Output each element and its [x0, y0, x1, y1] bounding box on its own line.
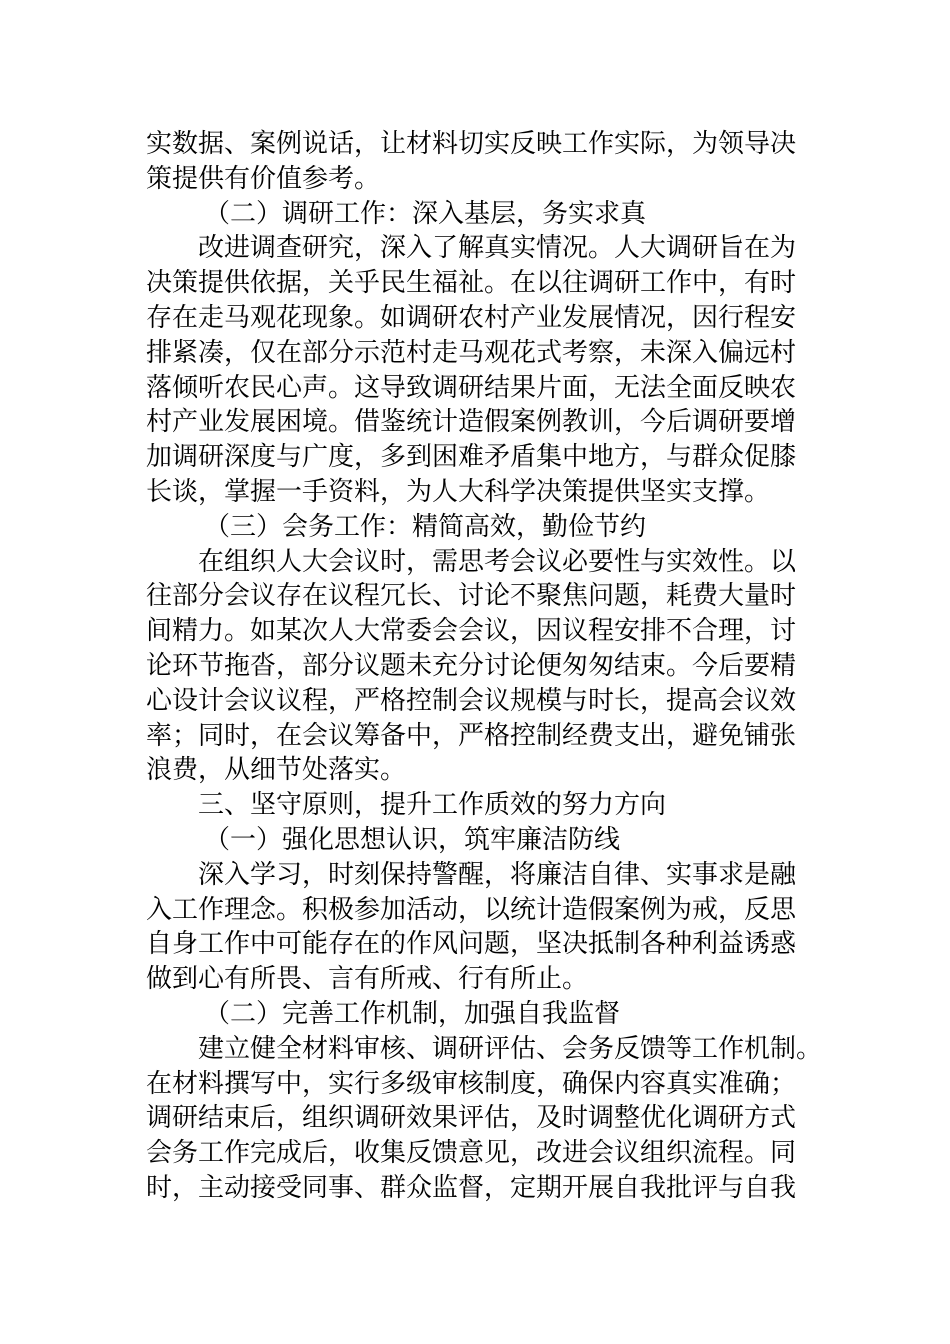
- paragraph-line: 建立健全材料审核、调研评估、会务反馈等工作机制。: [198, 1033, 823, 1064]
- section-heading-three: 三、坚守原则，提升工作质效的努力方向: [198, 790, 667, 821]
- paragraph-line: 策提供有价值参考。: [146, 163, 381, 194]
- subheading-ideological-awareness: （一）强化思想认识，筑牢廉洁防线: [204, 824, 621, 855]
- paragraph-line: 实数据、案例说话，让材料切实反映工作实际，为领导决: [146, 129, 797, 159]
- subheading-meeting-work: （三）会务工作：精简高效，勤俭节约: [204, 511, 647, 542]
- paragraph-line: 间精力。如某次人大常委会会议，因议程安排不合理，讨: [146, 616, 797, 647]
- paragraph-line: 在组织人大会议时，需思考会议必要性与实效性。以: [198, 546, 797, 577]
- paragraph-line: 心设计会议议程，严格控制会议规模与时长，提高会议效: [146, 685, 797, 716]
- paragraph-line: 入工作理念。积极参加活动，以统计造假案例为戒，反思: [146, 894, 797, 925]
- paragraph-line: 深入学习，时刻保持警醒，将廉洁自律、实事求是融: [198, 859, 797, 890]
- paragraph-line: 论环节拖沓，部分议题未充分讨论便匆匆结束。今后要精: [146, 650, 797, 681]
- body-text: [146, 127, 826, 1206]
- paragraph-line: 存在走马观花现象。如调研农村产业发展情况，因行程安: [146, 302, 797, 333]
- paragraph-line: 做到心有所畏、言有所戒、行有所止。: [146, 964, 589, 995]
- paragraph-line: 率；同时，在会议筹备中，严格控制经费支出，避免铺张: [146, 720, 797, 751]
- paragraph-line: 自身工作中可能存在的作风问题，坚决抵制各种利益诱惑: [146, 929, 797, 960]
- paragraph-line: 落倾听农民心声。这导致调研结果片面，无法全面反映农: [146, 372, 797, 403]
- paragraph-line: 加调研深度与广度，多到困难矛盾集中地方，与群众促膝: [146, 442, 797, 473]
- paragraph-line: 改进调查研究，深入了解真实情况。人大调研旨在为: [198, 233, 797, 264]
- paragraph-line: 往部分会议存在议程冗长、讨论不聚焦问题，耗费大量时: [146, 581, 797, 612]
- paragraph-line: 决策提供依据，关乎民生福祉。在以往调研工作中，有时: [146, 268, 797, 299]
- paragraph-line: 在材料撰写中，实行多级审核制度，确保内容真实准确；: [146, 1068, 797, 1099]
- paragraph-line: 长谈，掌握一手资料，为人大科学决策提供坚实支撑。: [146, 476, 771, 507]
- paragraph-line: 会务工作完成后，收集反馈意见，改进会议组织流程。同: [146, 1138, 797, 1169]
- paragraph-line: 排紧凑，仅在部分示范村走马观花式考察，未深入偏远村: [146, 337, 797, 368]
- paragraph-line: 村产业发展困境。借鉴统计造假案例教训，今后调研要增: [146, 407, 797, 438]
- paragraph-line: 时，主动接受同事、群众监督，定期开展自我批评与自我: [146, 1172, 797, 1203]
- subheading-work-mechanism: （二）完善工作机制，加强自我监督: [204, 998, 621, 1029]
- subheading-research-work: （二）调研工作：深入基层，务实求真: [204, 198, 647, 229]
- paragraph-line: 浪费，从细节处落实。: [146, 755, 407, 786]
- paragraph-line: 调研结束后，组织调研效果评估，及时调整优化调研方式: [146, 1103, 797, 1134]
